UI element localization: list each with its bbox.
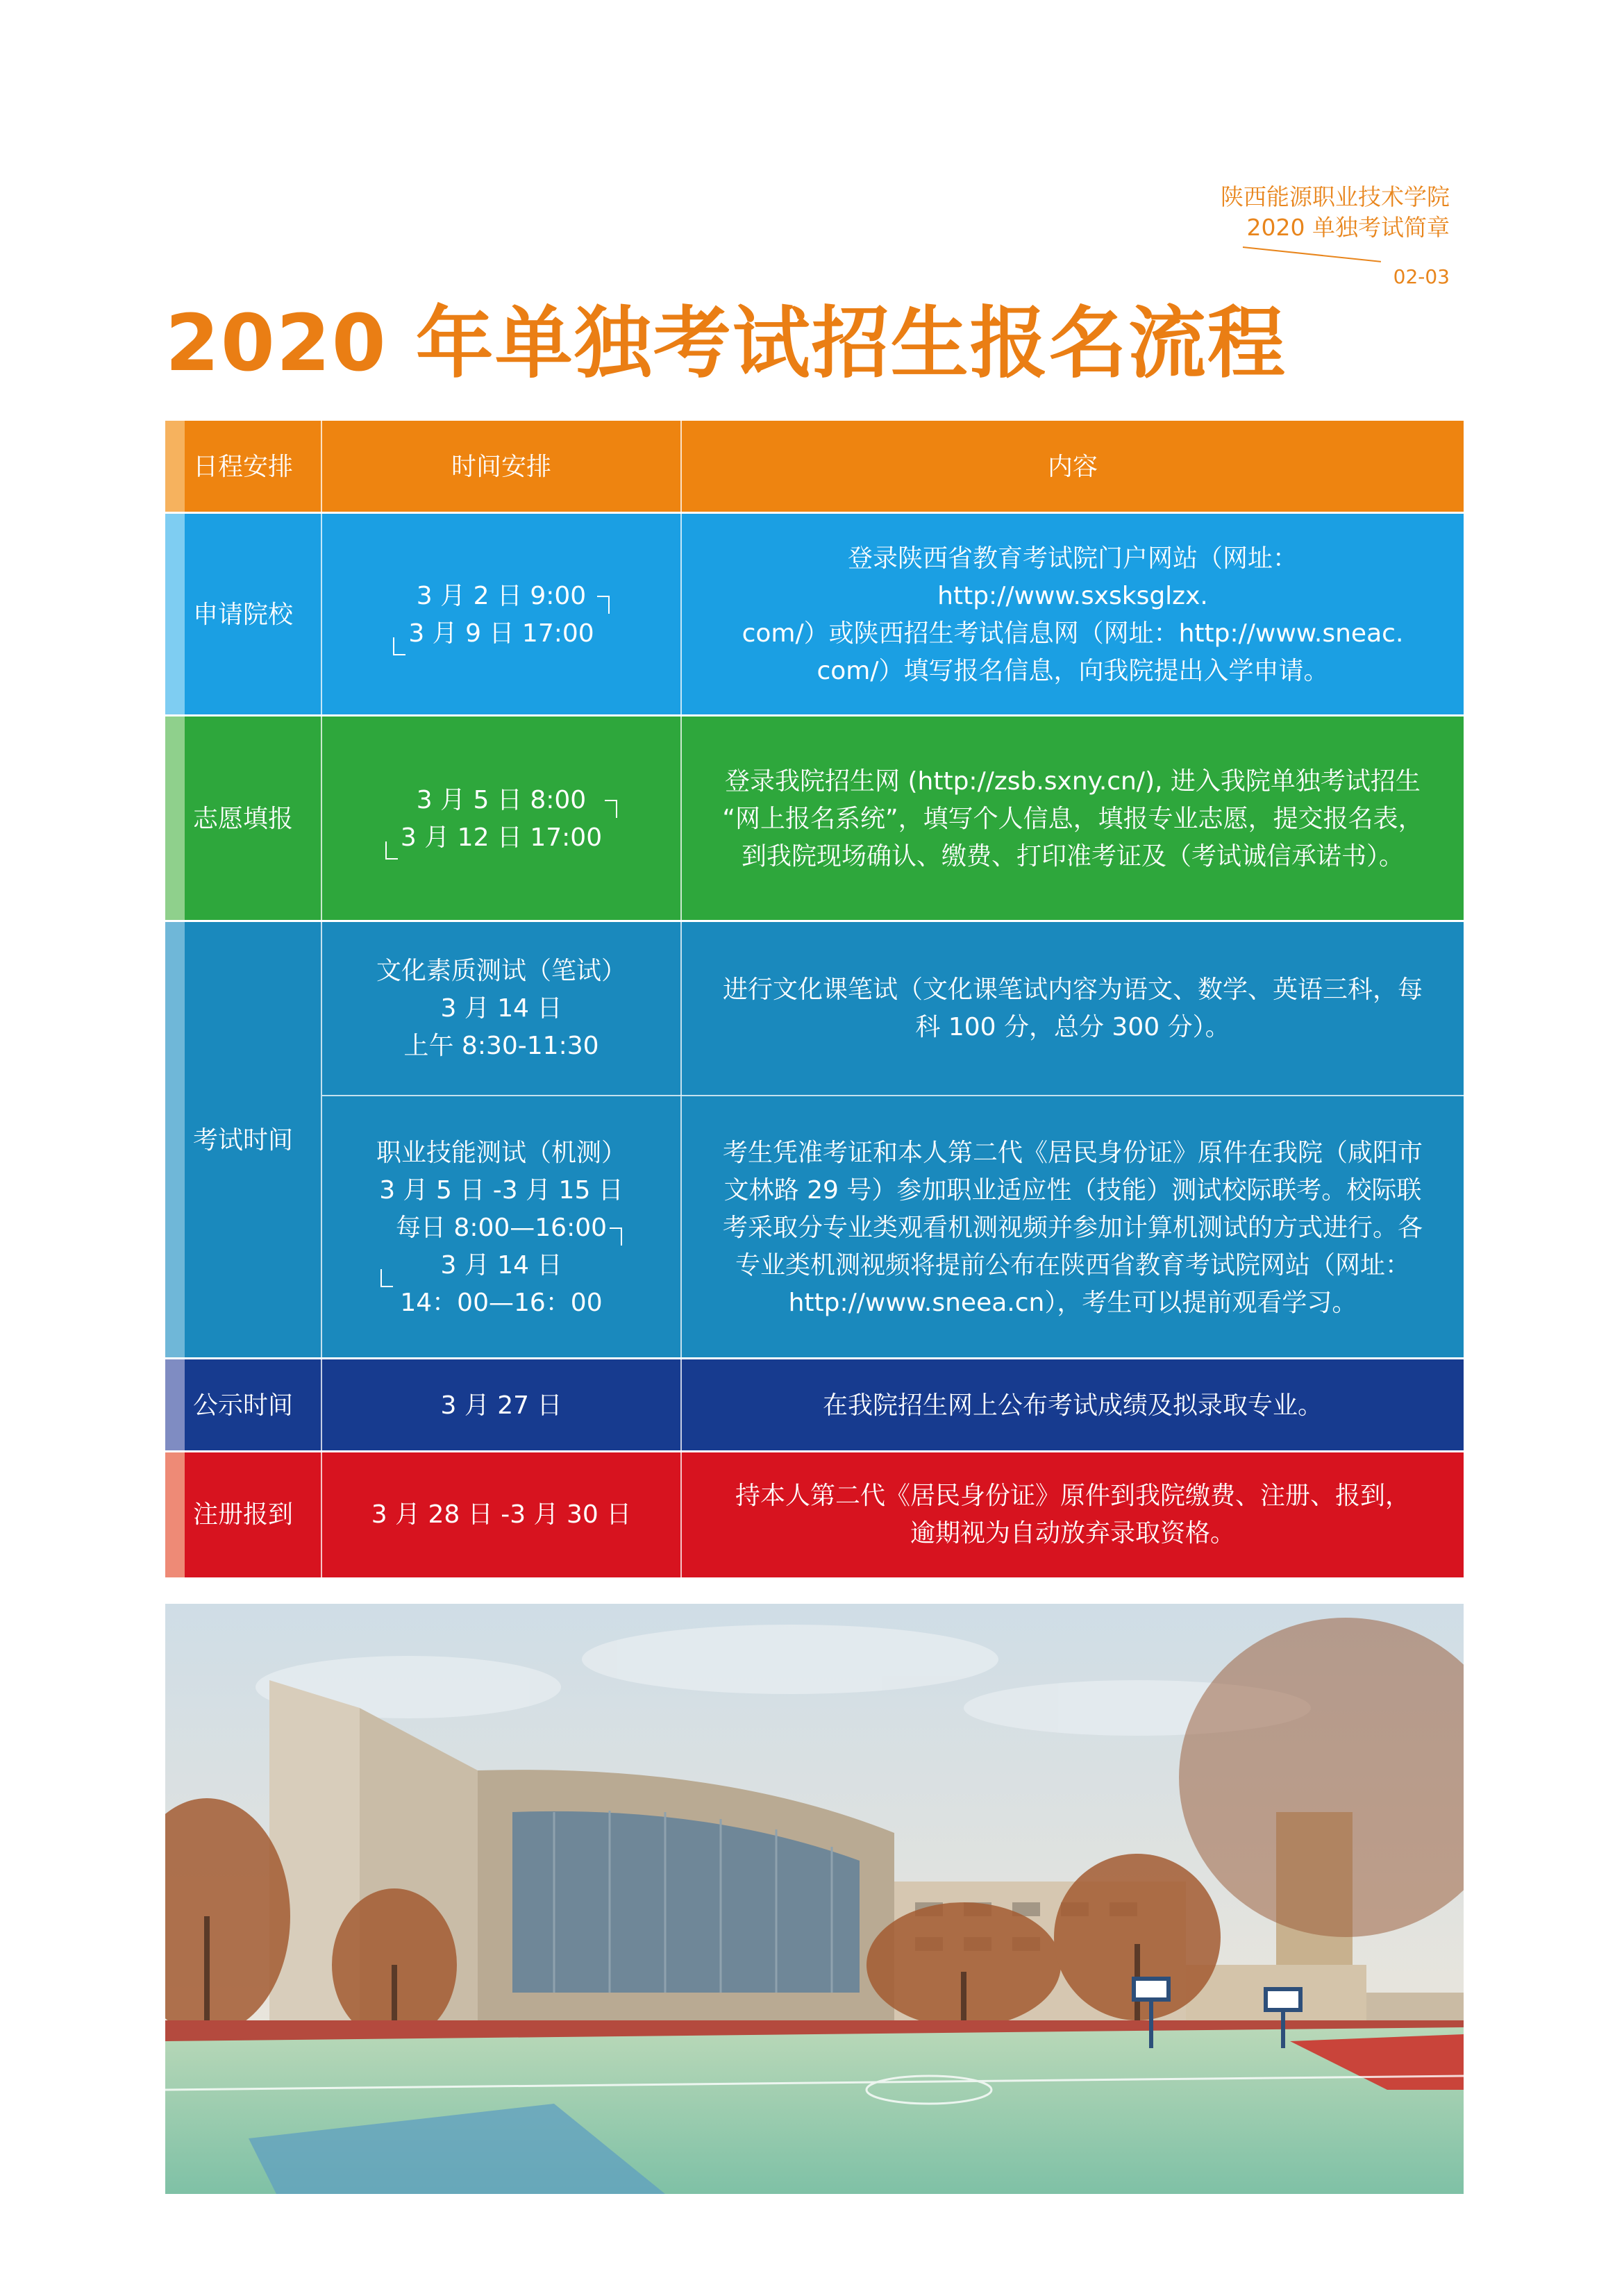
content-line: 登录陕西省教育考试院门户网站（网址：http://www.sxsksglzx. bbox=[847, 544, 1298, 610]
page-title: 2020 年单独考试招生报名流程 bbox=[165, 299, 1287, 389]
time-machine bbox=[322, 1096, 682, 1359]
time-end: 3 月 12 日 17:00 bbox=[400, 823, 603, 852]
brochure-name: 2020 单独考试简章 bbox=[1246, 214, 1450, 241]
content-line: 考生凭准考证和本人第二代《居民身份证》原件在我院（咸阳市 bbox=[722, 1138, 1423, 1167]
time-range-bracket bbox=[385, 782, 617, 857]
content-line: 持本人第二代《居民身份证》原件到我院缴费、注册、报到， bbox=[735, 1482, 1410, 1510]
written-date: 3 月 14 日 bbox=[440, 994, 562, 1023]
header-stage: 日程安排 bbox=[165, 421, 322, 514]
content-publish bbox=[682, 1359, 1464, 1452]
bracket-right bbox=[610, 1227, 622, 1246]
content-line: 考采取分专业类观看机测视频并参加计算机测试的方式进行。各 bbox=[722, 1213, 1423, 1242]
bracket-right bbox=[597, 596, 610, 614]
content-line: 文林路 29 号）参加职业适应性（技能）测试校际联考。校际联 bbox=[723, 1175, 1422, 1205]
table-row-apply bbox=[165, 514, 1464, 717]
time-wish bbox=[322, 717, 682, 922]
machine-date: 3 月 14 日 bbox=[440, 1250, 562, 1280]
stage-exam: 考试时间 bbox=[165, 922, 322, 1359]
content-line: com/）填写报名信息，向我院提出入学申请。 bbox=[817, 657, 1329, 685]
content-register bbox=[682, 1452, 1464, 1577]
time-publish: 3 月 27 日 bbox=[322, 1359, 682, 1452]
time-apply bbox=[322, 514, 682, 717]
time-start: 3 月 2 日 9:00 bbox=[416, 582, 587, 610]
school-name: 陕西能源职业技术学院 bbox=[1221, 183, 1450, 210]
bracket-left bbox=[380, 1269, 393, 1287]
bracket-left bbox=[385, 841, 398, 860]
stage-apply: 申请院校 bbox=[165, 514, 322, 717]
stage-publish: 公示时间 bbox=[165, 1359, 322, 1452]
content-line: 在我院招生网上公布考试成绩及拟录取专业。 bbox=[822, 1391, 1323, 1420]
header-text bbox=[1221, 182, 1450, 243]
machine-daily: 每日 8:00—16:00 bbox=[395, 1213, 608, 1242]
content-line: 逾期视为自动放弃录取资格。 bbox=[910, 1519, 1235, 1548]
campus-photo bbox=[165, 1604, 1464, 2194]
written-time: 上午 8:30-11:30 bbox=[403, 1032, 599, 1060]
time-range-bracket bbox=[393, 578, 609, 653]
table-row-exam bbox=[165, 922, 1464, 1359]
exam-machine-row bbox=[322, 1096, 1464, 1359]
content-apply bbox=[682, 514, 1464, 717]
machine-time: 14：00—16：00 bbox=[400, 1288, 603, 1317]
content-line: http://www.sneea.cn），考生可以提前观看学习。 bbox=[788, 1288, 1357, 1317]
header-divider bbox=[1243, 246, 1381, 262]
row-tab bbox=[165, 1359, 185, 1452]
header-content: 内容 bbox=[1047, 453, 1098, 481]
content-line: “网上报名系统”，填写个人信息，填报专业志愿，提交报名表， bbox=[722, 805, 1423, 833]
header-time: 时间安排 bbox=[322, 421, 682, 514]
content-wish bbox=[682, 717, 1464, 922]
stage-register: 注册报到 bbox=[165, 1452, 322, 1577]
row-tab bbox=[165, 922, 185, 1359]
time-start: 3 月 5 日 8:00 bbox=[416, 786, 587, 814]
table-header-row bbox=[165, 421, 1464, 514]
row-tab bbox=[165, 421, 185, 514]
stage-wish: 志愿填报 bbox=[165, 717, 322, 922]
time-written bbox=[322, 922, 682, 1096]
content-line: 专业类机测视频将提前公布在陕西省教育考试院网站（网址： bbox=[735, 1250, 1410, 1280]
content-line: 到我院现场确认、缴费、打印准考证及（考试诚信承诺书）。 bbox=[741, 842, 1404, 871]
page-number: 02-03 bbox=[1393, 265, 1450, 288]
bracket-left bbox=[393, 637, 405, 655]
time-register: 3 月 28 日 -3 月 30 日 bbox=[322, 1452, 682, 1577]
campus-illustration bbox=[165, 1604, 1464, 2194]
exam-subrows bbox=[322, 922, 1464, 1359]
time-range-bracket bbox=[380, 1209, 622, 1284]
row-tab bbox=[165, 717, 185, 922]
exam-written-row bbox=[322, 922, 1464, 1096]
content-written bbox=[682, 922, 1464, 1096]
machine-range: 3 月 5 日 -3 月 15 日 bbox=[379, 1175, 623, 1205]
content-line: com/）或陕西招生考试信息网（网址：http://www.sneac. bbox=[742, 619, 1404, 648]
row-tab bbox=[165, 514, 185, 717]
machine-name: 职业技能测试（机测） bbox=[376, 1138, 626, 1167]
content-machine bbox=[682, 1096, 1464, 1359]
content-line: 登录我院招生网 (http://zsb.sxny.cn/), 进入我院单独考试招生 bbox=[725, 767, 1421, 796]
content-line: 进行文化课笔试（文化课笔试内容为语文、数学、英语三科，每 bbox=[722, 975, 1423, 1004]
content-line: 科 100 分，总分 300 分）。 bbox=[915, 1013, 1230, 1041]
table-row-register bbox=[165, 1452, 1464, 1577]
time-end: 3 月 9 日 17:00 bbox=[408, 619, 594, 648]
row-tab bbox=[165, 1452, 185, 1577]
bracket-right bbox=[605, 800, 617, 818]
table-row-publish bbox=[165, 1359, 1464, 1452]
table-row-wish bbox=[165, 717, 1464, 922]
written-name: 文化素质测试（笔试） bbox=[376, 957, 626, 985]
